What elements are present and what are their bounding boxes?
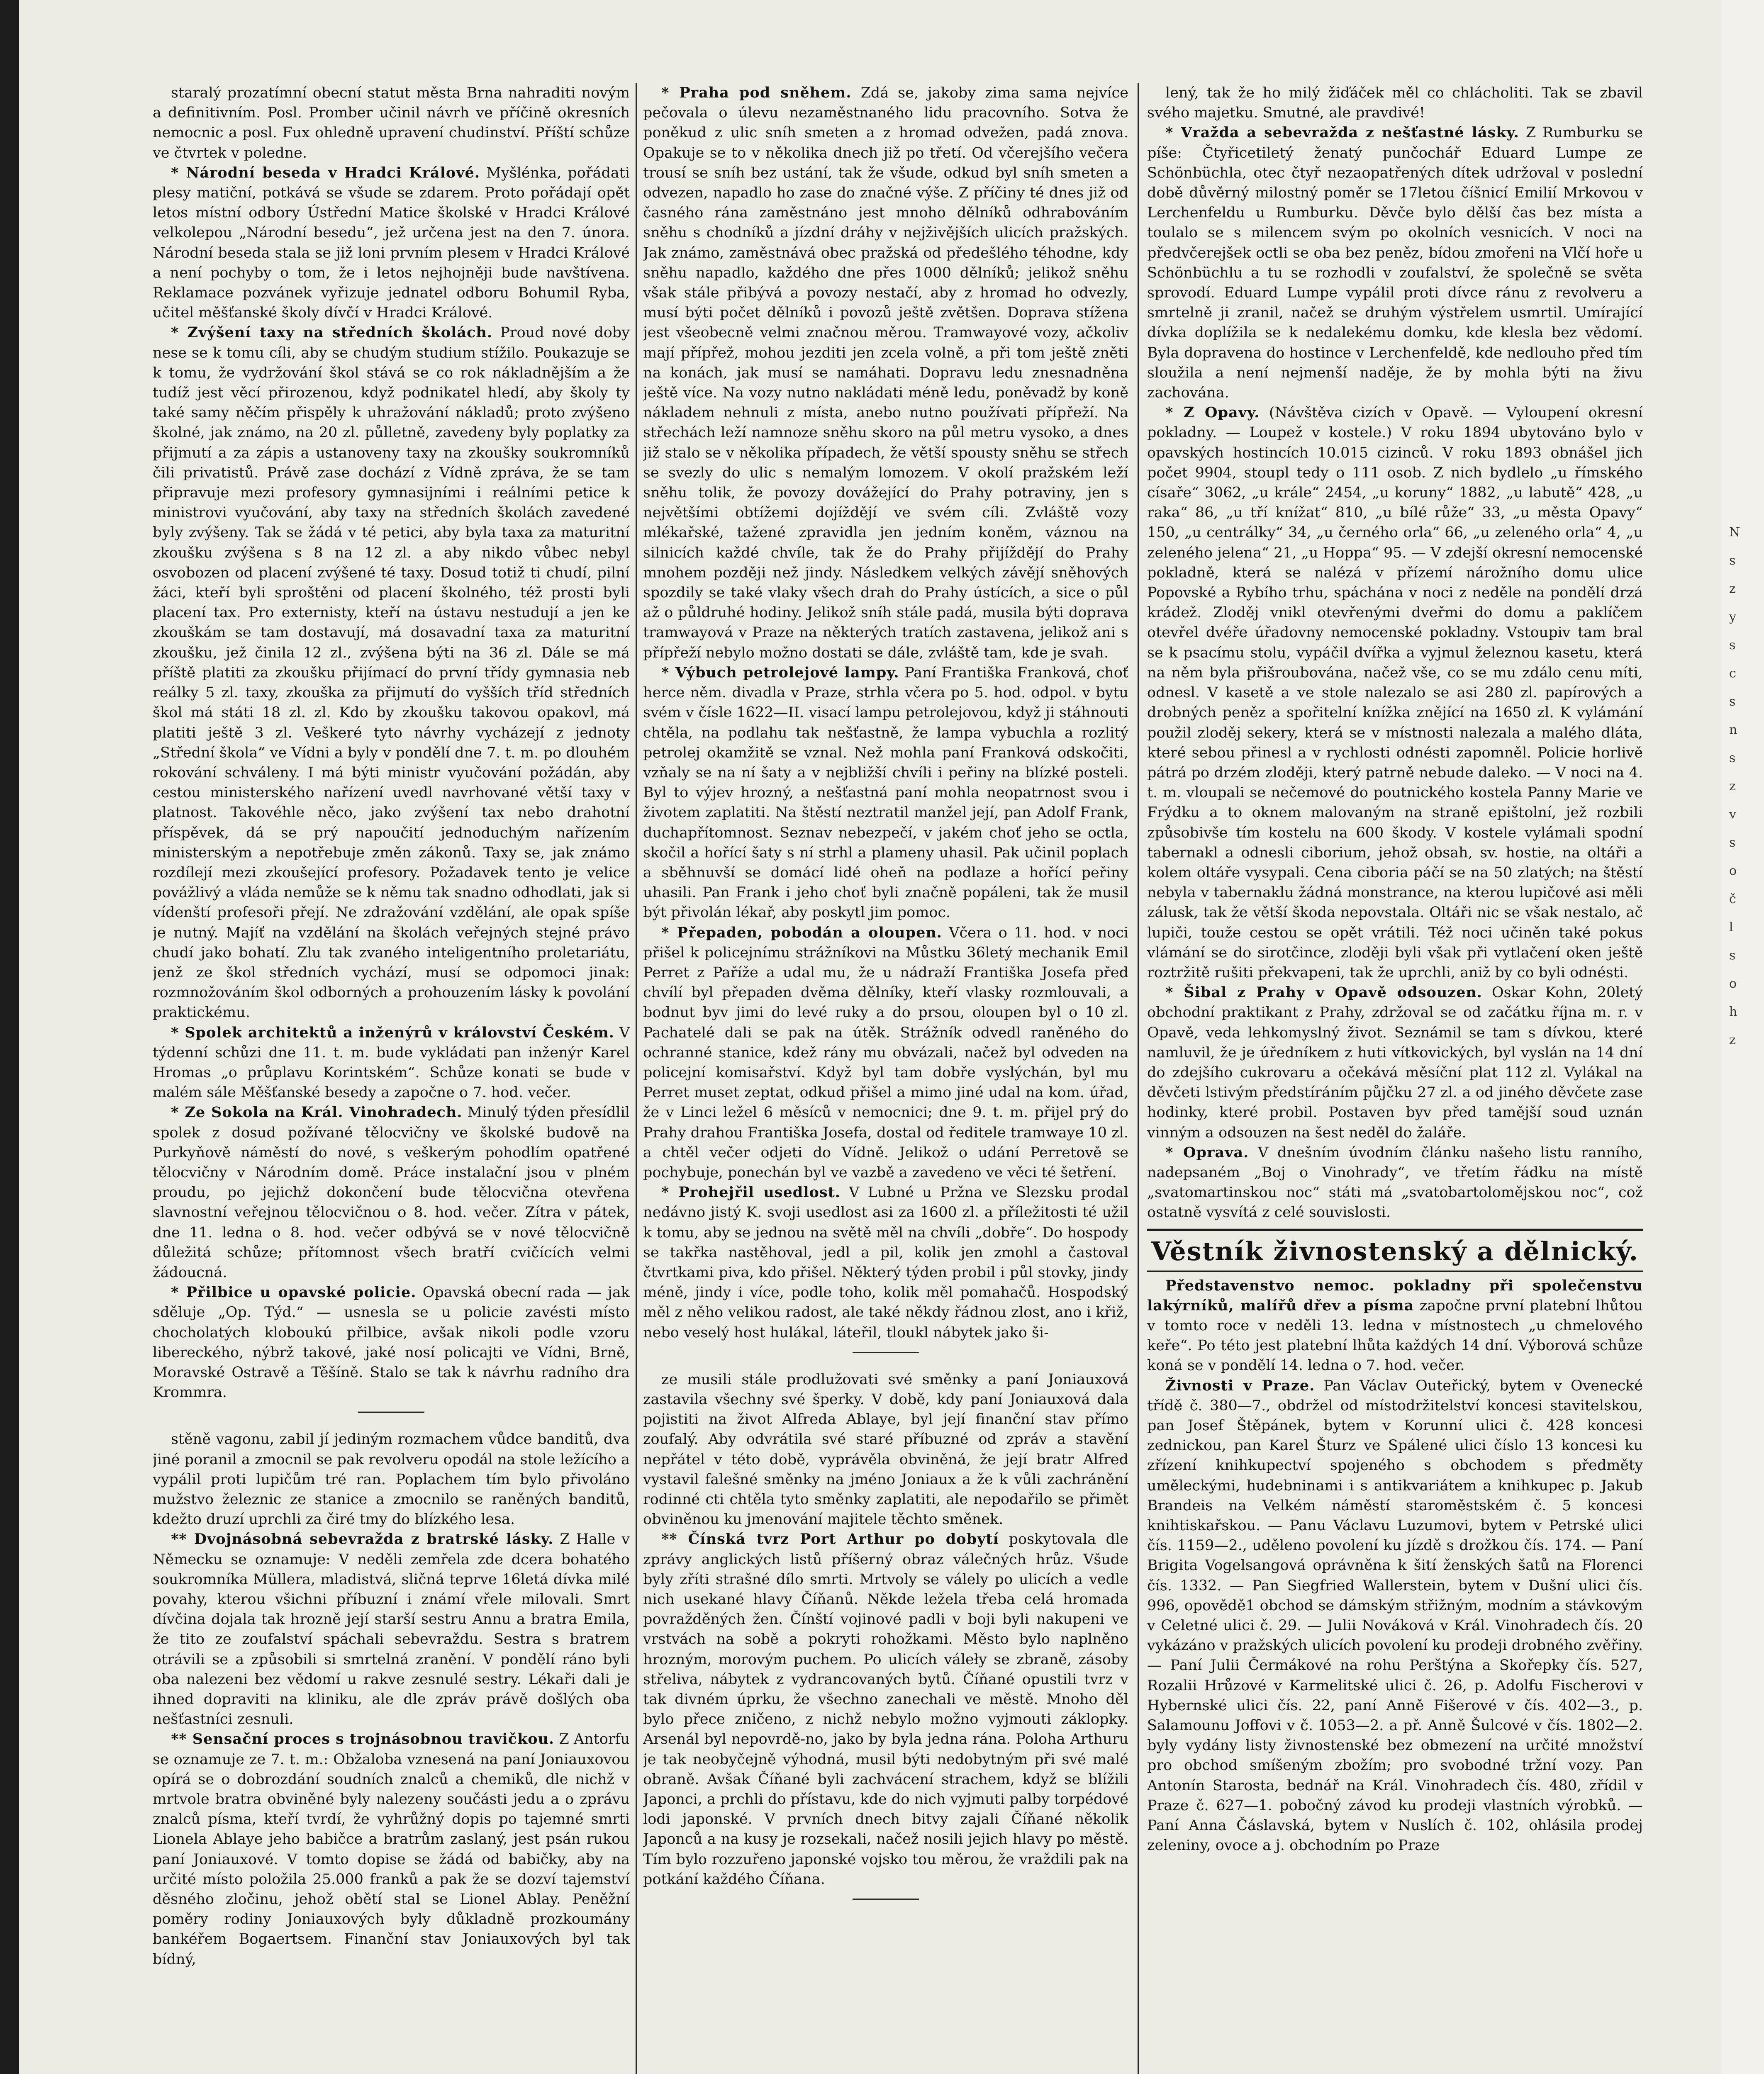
middle-column xyxy=(643,83,1128,1900)
article-paragraph xyxy=(643,1370,1128,1530)
article-headline: Představenstvo nemoc. pokladny při společenstvu lakýrníků, malířů dřev a písma xyxy=(1147,1277,1643,1314)
article-headline: * Národní beseda v Hradci Králové. xyxy=(171,164,480,181)
article-headline: * Praha pod sněhem. xyxy=(661,84,852,101)
article-paragraph xyxy=(1147,1376,1643,1856)
edge-letter: v xyxy=(1729,807,1736,822)
article-headline: * Prohejřil usedlost. xyxy=(661,1184,841,1201)
article-paragraph xyxy=(153,1283,630,1402)
article-body: Zdá se, jakoby zima sama nejvíce pečovala o úlevu nezaměstnaného lidu pracovního. Sotva že poněkud z ulic sníh smeten a z hromad odvežen, padá znova. Opakuje se to v několika dnech již po třetí. Od včerejšího večera trousí se sníh bez ustání, tak že všude, odkud byl sníh smeten a odvezen, napadlo ho zase do značné výše. Z příčiny té dnes již od časného rána zaměstnáno jest mnoho dělníků odhrabováním sněhu s chodníků a jízdní dráhy v nejživějších ulicích pražských. Jak známo, zaměstnává obec pražská od předešlého téhodne, kdy sněhu napadlo, každého dne přes 1000 dělníků; jelikož sněhu však stále přibývá a povozy nestačí, aby z hromad ho odvezly, musí býti počet dělníků i povozů ještě zvětšen. Doprava stížena jest všeobecně velmi značnou měrou. Tramwayové vozy, ačkoliv mají přípřež, mohou jezditi jen zcela volně, a při tom ještě zněti na konách, jak musí se namáhati. Dopravu ledu znesnadněna ještě více. Na vozy nutno nakládati méně ledu, poněvadž by koně nákladem nehnuli z místa, anebo nutno používati přípřeží. Na střechách leží namnoze sněhu skoro na půl metru vysoko, a dnes již stalo se v několika případech, že větší spousty sněhu se střech se svezly do ulic s nemalým lomozem. V okolí pražském leží sněhu tolik, že povozy dovážející do Prahy potraviny, jen s největšími obtížemi dojíždějí ve svém cíli. Zvláště vozy mlékařské, tažené zpravidla jen jedním koněm, váznou na silnicích každé chvíle, tak že do Prahy přijíždějí do Prahy mnohem později než jindy. Následkem velkých závějí sněhových spozdily se také vlaky všech drah do Prahy ústících, a sice o půl až o půldruhé hodiny. Jelikož sníh stále padá, musila býti doprava tramwayová v Praze na některých tratích zastavena, jelikož ani s přípřeží nebylo možno dostati se dále, zvláště tam, kde je svah. xyxy=(643,85,1128,661)
left-column-top-articles xyxy=(153,83,630,1402)
article-body: započne první platební lhůtou v tomto roce v neděli 13. ledna v místnostech „u chmelového keře“. Po této jest platební lhůta každých 14 dní. Výborová schůze koná se v pondělí 14. ledna o 7. hod. večer. xyxy=(1147,1297,1643,1374)
article-body: ze musili stále prodlužovati své směnky a paní Joniauxová zastavila všechny své šperky. V době, kdy paní Joniauxová dala pojistiti na život Alfreda Ablaye, byl její finanční stav přímo zoufalý. Aby odvrátila své staré příbuzné od zpráv a stavění nepřátel v této době, vyprávěla obviněná, že její bratr Alfred vystavil falešné směnky na jméno Joniaux a že k vůli zachránění rodinné cti chtěla tyto směnky zaplatiti, ale nepodařilo se přimět obviněnou ku jmenování majitele těchto směnek. xyxy=(643,1371,1128,1528)
article-headline: * Výbuch petrolejové lampy. xyxy=(661,664,899,681)
edge-letter: n xyxy=(1729,723,1737,737)
article-headline: * Spolek architektů a inženýrů v království Českém. xyxy=(171,1024,614,1041)
article-paragraph xyxy=(1147,83,1643,123)
edge-letter: s xyxy=(1729,694,1736,709)
edge-letter: o xyxy=(1729,976,1737,991)
left-column xyxy=(153,83,630,1969)
article-headline: * Oprava. xyxy=(1165,1144,1249,1161)
article-paragraph xyxy=(643,923,1128,1183)
article-paragraph xyxy=(1147,1276,1643,1376)
edge-letter: s xyxy=(1729,638,1736,652)
article-body: Opavská obecní rada — jak sděluje „Op. Týd.“ — usnesla se u policie zavésti místo chocholatých kloboukú přilbice, avšak nikoli podle vzoru libereckého, nýbrž takové, jaké nosí policajti ve Vídni, Brně, Moravské Ostravě a Těšíně. Stalo se tak k návrhu radního dra Krommra. xyxy=(153,1284,630,1401)
article-headline: ** Dvojnásobná sebevražda z bratrské lásky. xyxy=(171,1531,554,1548)
adjacent-page-fragment xyxy=(1729,518,1754,1054)
article-body: Včera o 11. hod. v noci přišel k policejnímu strážníkovi na Můstku 36letý mechanik Emil Perret z Paříže a udal mu, že u nádraží Františka Josefa před chvílí byl přepaden dvěma dělníky, kteří vlasky rozmlouvali, a bodnut byv jimi do levé ruky a do prsou, oloupen byl o 10 zl. Pachatelé dali se pak na útěk. Strážník odvedl raněného do ochranné stanice, kdež rány mu obvázali, načež byl odveden na policejní komisařství. Když byl tam dobře vyslýchán, byl mu Perret muset zeptat, odkud přišel a mimo jiné udal na kom. úřad, že v Linci ležel 6 měsíců v nemocnici; dne 9. t. m. přijel prý do Prahy drahou Františka Josefa, dostal od ředitele tramwaye 10 zl. a chtěl večer odjeti do Vídně. Jelikož o udání Perretově se pochybuje, ponechán byl ve vazbě a zavedeno ve věci té šetření. xyxy=(643,924,1128,1181)
article-paragraph xyxy=(153,1023,630,1103)
article-separator xyxy=(853,1352,919,1353)
article-paragraph xyxy=(153,323,630,1022)
article-paragraph xyxy=(643,1529,1128,1889)
article-paragraph xyxy=(1147,123,1643,403)
article-headline: * Z Opavy. xyxy=(1165,404,1260,421)
edge-letter: s xyxy=(1729,553,1736,568)
right-column-top-articles xyxy=(1147,83,1643,1223)
edge-letter: z xyxy=(1729,1033,1736,1047)
article-headline: ** Čínská tvrz Port Arthur po dobytí xyxy=(661,1531,999,1548)
article-paragraph xyxy=(1147,1143,1643,1223)
scan-left-edge-shadow xyxy=(0,0,19,2074)
article-paragraph xyxy=(1147,983,1643,1143)
article-paragraph xyxy=(153,1729,630,1969)
closing-rule xyxy=(853,1899,919,1900)
article-body: Oskar Kohn, 20letý obchodní praktikant z Prahy, zdržoval se od začátku října m. r. v Opavě, veda lehkomyslný život. Seznámil se tam s dívkou, které namluvil, že je úředníkem z huti vítkovických, byl vyslán na 14 dní do zdejšího cukrovaru a očekává měsíční plat 112 zl. Vylákal na děvčeti lstivým předstíráním půjčku 27 zl. a od jiného děvčete zase hodinky, které probil. Postaven byv před tamější soud uznán vinným a odsouzen na šest neděl do žaláře. xyxy=(1147,984,1643,1141)
edge-letter: s xyxy=(1729,835,1736,850)
edge-letter: c xyxy=(1729,666,1736,681)
edge-letter: y xyxy=(1729,610,1736,624)
article-body: V dnešním úvodním článku našeho listu ranního, nadepsaném „Boj o Vinohrady“, ve třetím řádku na místě „svatomartinskou noc“ státi má „svatobartolomějskou noc“, což ostatně vysvítá z celé souvislosti. xyxy=(1147,1144,1643,1221)
article-paragraph xyxy=(153,1103,630,1283)
column-divider xyxy=(636,83,637,2074)
article-headline: * Vražda a sebevražda z nešťastné lásky. xyxy=(1165,124,1519,141)
article-paragraph xyxy=(643,663,1128,923)
edge-letter: s xyxy=(1729,948,1736,963)
article-body: (Návštěva cizích v Opavě. — Vyloupení okresní pokladny. — Loupež v kostele.) V roku 1894 ubytováno bylo v opavských hostincích 10.015 cizinců. V roku 1893 obnášel jich počet 9904, stoupl tedy o 111 osob. Z nich bydlelo „u římského císaře“ 3062, „u krále“ 2454, „u koruny“ 1882, „u labutě“ 428, „u raka“ 86, „u tří knížat“ 810, „u bílé růže“ 33, „u města Opavy“ 150, „u centrálky“ 34, „u černého orla“ 66, „u zeleného orla“ 4, „u zeleného jelena“ 21, „u Hoppa“ 95. — V zdejší okresní nemocenské pokladně, která se nalézá v přízemí nárožního domu ulice Popovské a Rybího trhu, spáchána v noci z neděle na pondělí drzá krádež. Zloděj vnikl otevřenými dveřmi do domu a paklíčem otevřel dvéře úřadovny nemocenské pokladny. Vstoupiv tam bral se k psacímu stolu, vypáčil dvířka a vyjmul železnou kasetu, která na něm byla přišroubována, načež vše, co se mu zdálo cenu míti, odnesl. V kasetě a ve stole nalezalo se asi 280 zl. papírových a drobných peněz a spořitelní knížka znějící na 1650 zl. K vylámání použil zloděj sekery, která se v místnosti nalezala a malého dláta, které sebou přinesl a v rychlosti odnésti zapomněl. Policie horlivě pátrá po drzém zloději, který patrně nebude daleko. — V noci na 4. t. m. vloupali se nečemové do poutnického kostela Panny Marie ve Frýdku a to oknem malovaným na straně epištolní, jež rozbili způsobivše tím kostelu na 600 škody. V kostele vylámali spodní tabernakl a odnesli ciborium, jehož obsah, sv. hostie, na oltáři a kolem oltáře vysypali. Cena ciboria páčí se na 50 zlatých; na štěstí nebyla v tabernaklu žádná monstrance, na kterou lupičové asi měli zálusk, tak že větší škoda nepovstala. Oltáři nic se však nestalo, ač lupiči, touže cestou se opět vrátili. Též noci učiněn také pokus vlámání se do sirotčince, zloději byli však při vytlačení oken ještě roztržitě rušiti překvapeni, tak že uprchli, aniž by co byli odnésti. xyxy=(1147,404,1643,981)
edge-letter: l xyxy=(1729,920,1733,935)
article-paragraph xyxy=(153,1529,630,1729)
edge-letter: č xyxy=(1729,892,1736,906)
article-body: Z Antorfu se oznamuje ze 7. t. m.: Obžaloba vznesená na paní Joniauxovou opírá se o dobrozdání soudních znalců a chemiků, dle nichž v mrtvole bratra obviněné byly nalezeny součásti jedu a o zprávu znalců písma, kteří tvrdí, že vyhrůžný dopis po tajemné smrti Lionela Ablaye jeho babičce a bratrům zaslaný, jest psán rukou paní Joniauxové. V tomto dopise se žádá od babičky, aby na určité místo položila 25.000 franků a pak že se dozví tajemství děsného zločinu, jehož obětí stal se Lionel Ablay. Peněžní poměry rodiny Joniauxových byly důkladně prozkoumány bankéřem Bogaertsem. Finanční stav Joniauxových byl tak bídný, xyxy=(153,1731,630,1968)
article-paragraph xyxy=(153,83,630,163)
section-rule xyxy=(1147,1229,1643,1231)
article-body: stěně vagonu, zabil jí jediným rozmachem vůdce banditů, dva jiné poranil a zmocnil se pak revolveru opodál na stole ležícího a vypálil proti lupičům tré ran. Poplachem tím bylo přivoláno mužstvo železnic ze stanice a zmocnilo se raněných banditů, kdežto druzí uprchli za čiré tmy do blízkého lesa. xyxy=(153,1431,630,1528)
article-body: V týdenní schůzi dne 11. t. m. bude vykládati pan inženýr Karel Hromas „o průplavu Korintském“. Schůze konati se bude v malém sále Měšťanské besedy a započne o 7. hod. večer. xyxy=(153,1024,630,1101)
article-headline: * Ze Sokola na Král. Vinohradech. xyxy=(171,1104,463,1121)
article-headline: * Šibal z Prahy v Opavě odsouzen. xyxy=(1165,984,1482,1001)
right-column-bottom-articles xyxy=(1147,1276,1643,1856)
article-headline: * Přilbice u opavské policie. xyxy=(171,1284,417,1301)
article-body: Myšlénka, pořádati plesy matiční, potkává se všude se zdarem. Proto pořádají opět letos místní odbory Ústřední Matice školské v Hradci Králové velkolepou „Národní besedu“, jež určena jest na den 7. února. Národní beseda stala se již loni prvním plesem v Hradci Králové a není pochyby o tom, že i letos nejhojněji bude navštívena. Reklamace pozvánek vyřizuje jednatel odboru Bohumil Ryba, učitel měšťanské školy dívčí v Hradci Králové. xyxy=(153,164,630,321)
edge-letter: z xyxy=(1729,582,1736,596)
edge-letter: o xyxy=(1729,864,1737,878)
article-headline: Živnosti v Praze. xyxy=(1165,1377,1315,1394)
article-body: Proud nové doby nese se k tomu cíli, aby se chudým studium stížilo. Poukazuje se k tomu, že vydržování škol stává se co rok nákladnějším a že tudíž jest věcí přirozenou, když podnikatel hledí, aby školy ty také samy něčím přispěly k uhražování nákladů; proto zvýšeno školné, jak známo, na 20 zl. půlletně, zavedeny byly poplatky za přijmutí a za zápis a ustanoveny taxy na zkoušky soukromníků čili privatistů. Právě zase dochází z Vídně zpráva, že se tam připravuje mezi profesory gymnasijními i reálními petice k ministrovi vyučování, aby taxy na středních školách zavedené byly zvýšeny. Tak se žádá v té petici, aby byla taxa za maturitní zkoušku zvýšena s 8 na 12 zl. a aby nikdo vůbec nebyl osvobozen od placení zvýšené té taxy. Dosud totiž ti chudí, pilní žáci, kteří byli sproštěni od placení školného, též prosti byli placení tax. Pro externisty, kteří na ústavu nestudují a jen ke zkouškám se tam dostavují, má dosavadní taxa za maturitní zkoušku, jež činila 12 zl., zvýšena býti na 36 zl. Dále se má příště platiti za zkoušku přijímací do první třídy gymnasia neb reálky 5 zl. taxy, zkouška za přijmutí do vyšších tříd středních škol má státi 18 zl. zl. Kdo by zkoušku takovou opakovl, má platiti ještě 3 zl. Veškeré tyto návrhy vycházejí z jednoty „Střední škola“ ve Vídni a byly v pondělí dne 7. t. m. po dlouhém rokování schváleny. I má býti ministr vyučování požádán, aby cestou ministerského nařízení uvedl navrhované větší taxy v platnost. Takovéhle něco, jako zvýšení tax nebo drahotní příspěvek, dá se prý napoučití jednoduchým nařízením ministerským a nepotřebuje změn zákonů. Taxy se, jak známo rozdílejí mezi zkoušející profesory. Požadavek tento je velice povážlivý a vláda nemůže se k němu tak snadno odhodlati, jak si vídenští profesoři přejí. Ne zdražování vzdělání, ale opak spíše je nutný. Majíť na vzdělání na školách veřejných stejné právo chudí jako bohatí. Zlu tak zvaného inteligentního proletariátu, jenž ze škol středních vychází, musí se odpomoci jinak: rozmnožováním škol odborných a prohouzením lásky k povolání praktickému. xyxy=(153,324,630,1021)
middle-column-top-articles xyxy=(643,83,1128,1343)
article-body: poskytovala dle zprávy anglických listů příšerný obraz válečných hrůz. Všude byly zříti strašné dílo smrti. Mrtvoly se válely po ulicích a vedle nich usekané hlavy Číňanů. Někde ležela třeba celá hromada povražděných žen. Čínští vojinové padli v boji byli nakupeni ve vrstvách na sobě a pokryti rohožkami. Město bylo naplněno hrozným, morovým puchem. Po ulicích váleły se zbraně, zásoby střeliva, nábytek z vydrancovaných bytů. Číňané opustili tvrz v tak divném úprku, že všechno zanechali ve městě. Mnoho děl bylo přece zničeno, z nichž nebylo možno vyjmouti záklopky. Arsenál byl nepovrdě-no, jako by byla jedna rána. Poloha Arthuru je tak neobyčejně výhodná, musil býti nedobytným při své malé obraně. Avšak Číňané byli zachvácení strachem, když se blížili Japonci, a prchli do přístavu, kde do nich vyjmuti palby torpédové lodi japonské. V prvních dnech bitvy zajali Číňané několik Japonců a na kusy je rozsekali, načež nosili jejich hlavy po městě. Tím bylo rozzuřeno japonské vojsko tou měrou, že vraždili pak na potkání každého Číňana. xyxy=(643,1531,1128,1888)
article-body: lený, tak že ho milý žiďáček měl co chlácholiti. Tak se zbavil svého majetku. Smutné, ale pravdivé! xyxy=(1147,85,1643,122)
article-paragraph xyxy=(1147,403,1643,983)
edge-letter: z xyxy=(1729,779,1736,794)
article-body: V Lubné u Pržna ve Slezsku prodal nedávno jistý K. svoji usedlost asi za 1600 zl. a příležitosti té užil k tomu, aby se jednou na světě měl na chvíli „dobře“. Do hospody se takřka nastěhoval, jedl a pil, kolik jen zmohl a častoval čtvrtkami piva, kdo přišel. Některý týden probil i půl stovky, jindy méně, jindy i více, podle toho, kolik měl pomahačů. Hospodský měl z něho velikou radost, ale také někdy řádnou zlost, ano i křiž, nebo veselý host hulákal, láteřil, tloukl nábytek jako ši- xyxy=(643,1184,1128,1341)
article-paragraph xyxy=(643,1183,1128,1343)
article-headline: ** Sensační proces s trojnásobnou travičkou. xyxy=(171,1731,555,1748)
column-divider xyxy=(1138,83,1139,2074)
edge-letter: h xyxy=(1729,1005,1737,1019)
article-body: Z Halle v Německu se oznamuje: V neděli zemřela zde dcera bohatého soukromníka Müllera, mladistvá, sličná teprve 16letá dívka milé povahy, kterou všichni příbuzní i známí vřele milovali. Smrt dívčina dojala tak hrozně její starší sestru Annu a bratra Emila, že tito ze zoufalství spáchali sebevraždu. Sestra s bratrem otrávili se a způsobili si smrtelná zranění. V pondělí ráno byli oba nalezeni bez vědomí u rakve zesnulé sestry. Lékaři dali je ihned dopraviti na kliniku, ale dle zpráv právě došlých oba nešťastníci zesnuli. xyxy=(153,1531,630,1728)
middle-column-bottom-articles xyxy=(643,1370,1128,1889)
article-body: Minulý týden přesídlil spolek z dosud požívané tělocvičny ve školské budově na Purkyňově náměstí do nové, s veškerým pohodlím opatřené tělocvičny v Národním domě. Práce instalační jsou v plném proudu, po jejichž dokončení bude tělocvična otevřena slavnostní veřejnou tělocvičnou o 8. hod. večer. Zítra v pátek, dne 11. ledna o 8. hod. večer odbývá se v nové tělocvičně důležitá schůze; přítomnost všech bratří cvičících velmi žádoucná. xyxy=(153,1104,630,1281)
article-headline: * Přepaden, pobodán a oloupen. xyxy=(661,924,942,941)
article-body: Paní Františka Franková, choť herce něm. divadla v Praze, strhla včera po 5. hod. odpol. v bytu svém v čísle 1622—II. visací lampu petrolejovou, když ji stáhnouti chtěla, na podlahu tak nešťastně, že lampa vybuchla a rozlitý petrolej okamžitě se vznal. Než mohla paní Franková odskočiti, vzňaly se na ní šaty a v nejbližší chvíli i peřiny na blízké posteli. Byl to výjev hrozný, a nešťastná paní mohla neopatrnost svou i životem zaplatiti. Na štěstí neztratil manžel její, pan Adolf Frank, duchapřítomnost. Seznav nebezpečí, v jakém choť jeho se octla, skočil a hořící šaty s ní strhl a plameny uhasil. Pak učinil poplach a sběhnuvší se domácí lidé oheň na podlaze a hořící peřiny uhasili. Pan Frank i jeho choť byli značně popáleni, tak že musil být přivolán lékař, aby poskytl jim pomoc. xyxy=(643,664,1128,921)
article-separator xyxy=(358,1412,424,1413)
edge-letter: N xyxy=(1729,525,1740,540)
section-rule xyxy=(1147,1271,1643,1272)
article-body: Pan Václav Outeřický, bytem v Ovenecké třídě č. 380—7., obdržel od místodržitelství koncesi stavitelskou, pan Josef Štěpánek, bytem v Korunní ulici č. 428 koncesi zednickou, pan Karel Šturz ve Spálené ulici číslo 13 koncesi ku zřízení knihkupectví spojeného s obchodem s předměty uměleckými, hudebninami i s antikvariátem a knihkupec p. Jakub Brandeis na Velkém náměstí staroměstském č. 5 koncesi knihtiskařskou. — Panu Václavu Luzumovi, bytem v Petrské ulici čís. 1159—2., uděleno povolení ku jízdě s drožkou čís. 174. — Paní Brigita Vogelsangová oprávněna k šití ženských šatů na Florenci čís. 1332. — Pan Siegfried Wallerstein, bytem v Dušní ulici čís. 996, opovědě1 obchod se dámským střižným, modním a stávkovým v Celetné ulici č. 29. — Julii Nováková v Král. Vinohradech čís. 20 vykázáno v pražských ulicích povolení ku prodeji drobného zvěřiny. — Paní Julii Čermákové na rohu Perštýna a Skořepky čís. 527, Rozalii Hrůzové v Karmelitské ulici č. 26, p. Adolfu Fischerovi v Hybernské ulici čís. 22, paní Anně Fišerové v čís. 402—3., p. Salamounu Joffovi v č. 1053—2. a př. Anně Šulcové v čís. 1802—2. byly vydány listy živnostenské bez obmezení na určité množství pro obchod smíšeným zbožím; pro svobodné tržní vozy. Pan Antonín Starosta, bednář na Král. Vinohradech čís. 480, zřídil v Praze č. 627—1. pobočný závod ku prodeji vlastních výrobků. — Paní Anna Čáslavská, bytem v Nuslích č. 102, ohlásila prodej zeleniny, ovoce a j. obchodním po Praze xyxy=(1147,1377,1643,1854)
section-title: Věstník živnostenský a dělnický. xyxy=(1151,1236,1639,1266)
article-headline: * Zvýšení taxy na středních školách. xyxy=(171,324,492,341)
article-body: staralý prozatímní obecní statut města Brna nahraditi novým a definitivním. Posl. Promber učinil návrh ve příčině okresních nemocnic a posl. Fux ohledně upravení chudinství. Příští schůze ve čtvrtek v poledne. xyxy=(153,85,630,161)
article-body: Z Rumburku se píše: Čtyřicetiletý ženatý punčochář Eduard Lumpe ze Schönbüchla, otec čtyř nezaopatřených dítek udržoval v poslední době důvěrný milostný poměr se 17letou číšnicí Emilií Mrkovou v Lerchenfeldu u Rumburku. Děvče bylo dělší čas bez místa a toulalo se s milencem svým po okolních vesnicích. V noci na předvčerejšek octli se oba bez peněz, bídou zmořeni na Vlčí hoře u Schönbüchlu a tu se rozhodli v zoufalství, že společně se světa sprovodí. Eduard Lumpe vypálil proti dívce ránu z revolveru a smrtelně ji zranil, načež se druhým výstřelem usmrtil. Umírající dívka doplížila se k nedalekému domku, kde klesla bez vědomí. Byla dopravena do hostince v Lerchenfeldě, kde nedlouho před tím sloužila a není nejmenší naděje, že by mohla býti na živu zachována. xyxy=(1147,124,1643,402)
article-paragraph xyxy=(153,163,630,323)
left-column-bottom-articles xyxy=(153,1429,630,1969)
edge-letter: s xyxy=(1729,751,1736,765)
article-paragraph xyxy=(153,1429,630,1529)
article-paragraph xyxy=(643,83,1128,663)
right-column xyxy=(1147,83,1643,1855)
